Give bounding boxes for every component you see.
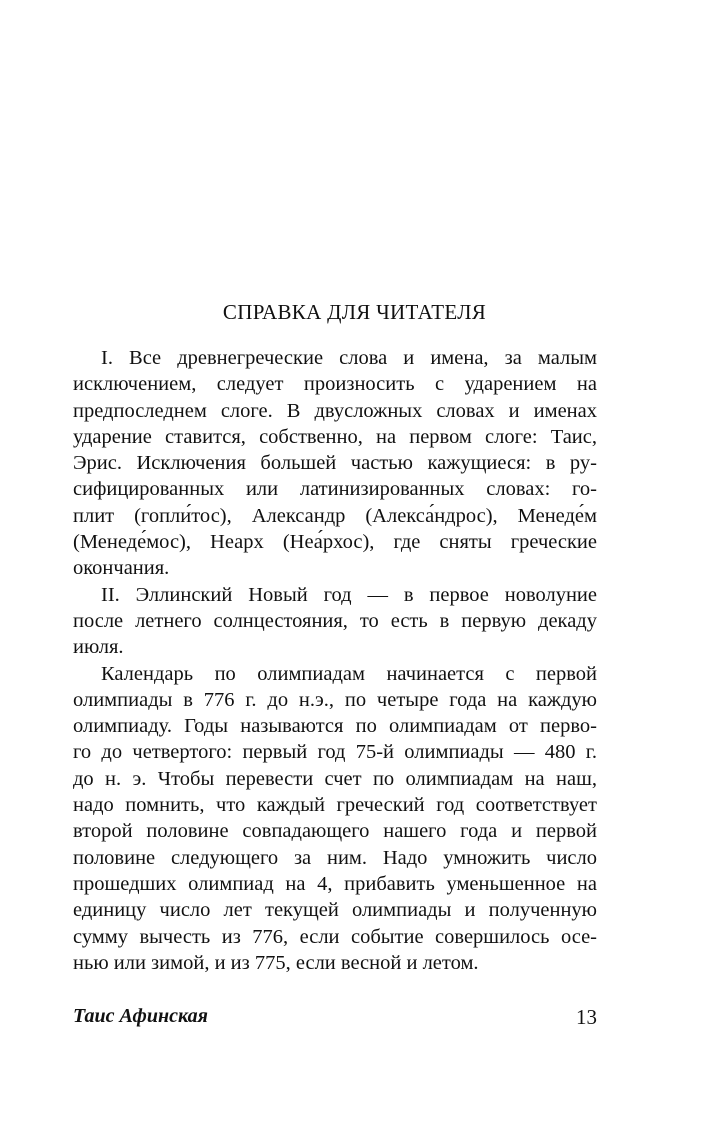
text-line: олимпиады в 776 г. до н.э., по четыре года на каждую (73, 688, 597, 711)
text-line: предпоследнем слоге. В двусложных словах и именах (73, 399, 597, 422)
paragraph (73, 582, 597, 661)
text-line: ударение ставится, собственно, на первом слоге: Таис, (73, 425, 597, 448)
text-line: половине следующего за ним. Надо умножить число (73, 846, 597, 869)
text-line: го до четвертого: первый год 75-й олимпиады — 480 г. (73, 741, 597, 764)
text-line: надо помнить, что каждый греческий год соответствует (73, 794, 597, 817)
text-line: олимпиаду. Годы называются по олимпиадам от перво- (73, 715, 597, 738)
text-line: сумму вычесть из 776, если событие совершилось осе- (73, 925, 597, 948)
body-text (73, 345, 597, 976)
text-line: исключением, следует произносить с ударением на (73, 373, 597, 396)
text-line: I. Все древнегреческие слова и имена, за малым (101, 347, 597, 369)
text-line: второй половине совпадающего нашего года и первой (73, 820, 597, 843)
text-line: до н. э. Чтобы перевести счет по олимпиадам на наш, (73, 767, 597, 790)
text-line: сифицированных или латинизированных словах: го- (73, 478, 597, 501)
text-line: июля. (73, 636, 124, 659)
text-line: (Менеде́мос), Неарх (Неа́рхос), где сняты греческие (73, 531, 597, 554)
page-number: 13 (576, 1005, 597, 1029)
text-line: II. Эллинский Новый год — в первое новолуние (101, 583, 597, 606)
text-line: после летнего солнцестояния, то есть в первую декаду (73, 609, 597, 632)
paragraph (73, 345, 597, 582)
text-line: нью или зимой, и из 775, если весной и летом. (73, 951, 479, 974)
running-footer-title: Таис Афинская (73, 1005, 208, 1027)
text-line: единицу число лет текущей олимпиады и полученную (73, 899, 597, 922)
text-line: плит (гопли́тос), Александр (Алекса́ндрос), Менеде́м (73, 504, 597, 527)
text-line: окончания. (73, 557, 170, 580)
paragraph (73, 661, 597, 977)
text-line: Эрис. Исключения большей частью кажущиеся: в ру- (73, 452, 597, 475)
section-title: СПРАВКА ДЛЯ ЧИТАТЕЛЯ (222, 300, 487, 324)
text-line: прошедших олимпиад на 4, прибавить уменьшенное на (73, 872, 597, 895)
text-line: Календарь по олимпиадам начинается с первой (101, 662, 597, 685)
